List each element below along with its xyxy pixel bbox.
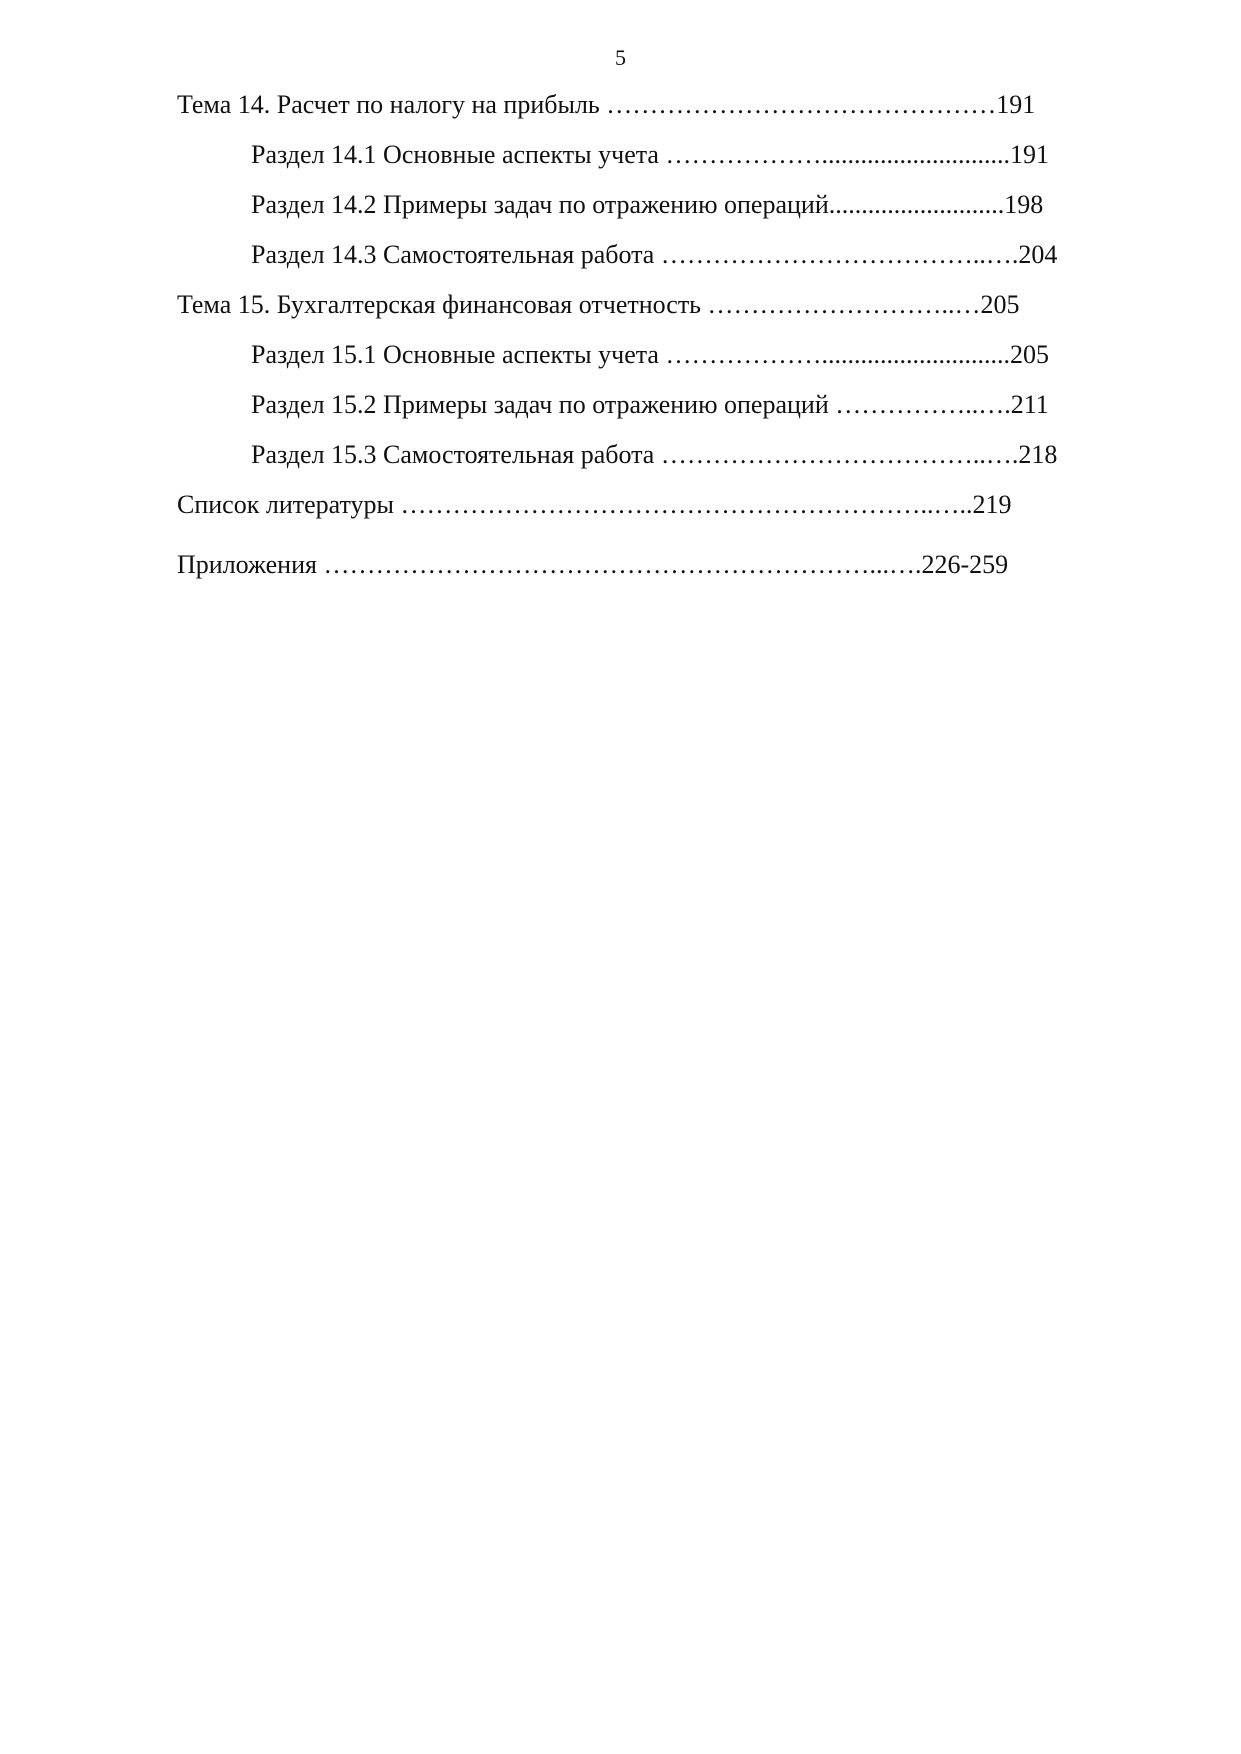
- toc-entry-topic-14: Тема 14. Расчет по налогу на прибыль ………………………………………191: [177, 90, 1036, 119]
- toc-entry-section-15-1: Раздел 15.1 Основные аспекты учета ……………….............................205: [251, 340, 1049, 369]
- toc-entry-appendices: Приложения ………………………………………………………...….226-259: [177, 550, 1009, 579]
- toc-entry-section-14-2: Раздел 14.2 Примеры задач по отражению операций...........................198: [251, 190, 1044, 219]
- toc-entry-section-15-3: Раздел 15.3 Самостоятельная работа ………………………………..….218: [251, 440, 1058, 469]
- page-number: 5: [615, 45, 626, 70]
- toc-entry-section-14-3: Раздел 14.3 Самостоятельная работа ………………………………..….204: [251, 240, 1058, 269]
- toc-entry-section-15-2: Раздел 15.2 Примеры задач по отражению операций ……………..….211: [251, 390, 1049, 419]
- toc-entry-bibliography: Список литературы ……………………………………………………..…..219: [177, 490, 1012, 519]
- toc-entry-section-14-1: Раздел 14.1 Основные аспекты учета ……………….............................191: [251, 140, 1049, 169]
- toc-entry-topic-15: Тема 15. Бухгалтерская финансовая отчетность ………………………..…205: [177, 290, 1020, 319]
